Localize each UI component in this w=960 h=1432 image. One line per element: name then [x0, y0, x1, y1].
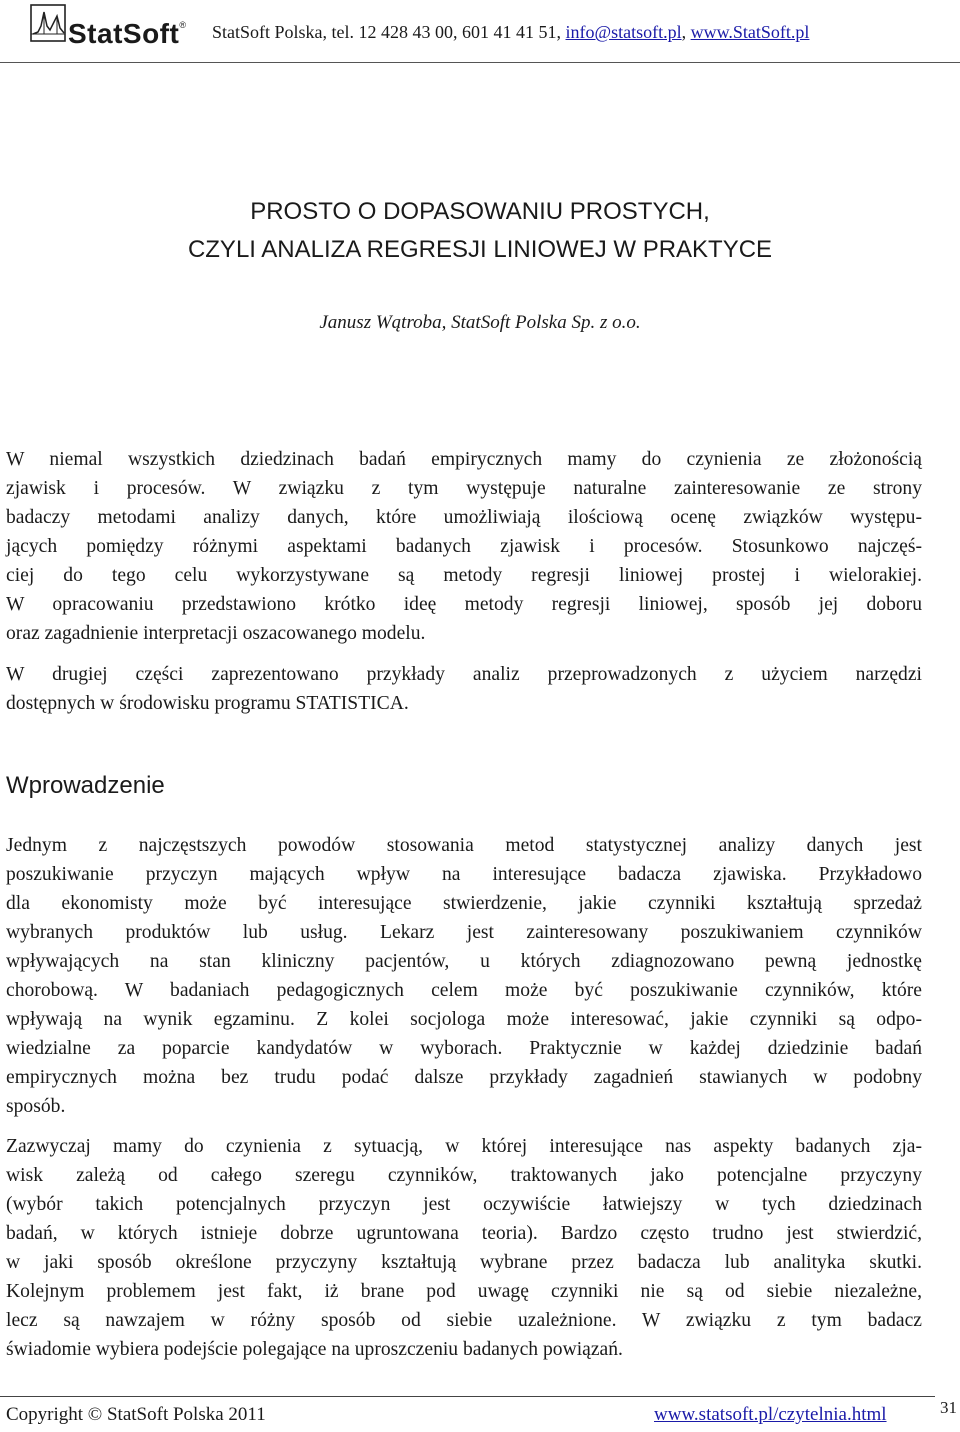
- text-line: dostępnych w środowisku programu STATISTICA.: [6, 693, 409, 714]
- text-line: wisk zależą od całego szeregu czynników, traktowanych jako potencjalne przyczyny: [6, 1165, 922, 1186]
- page-number: 31: [940, 1398, 957, 1417]
- text-line: badaczy metodami analizy danych, które umożliwiają ilościową ocenę związków występu-: [6, 507, 922, 528]
- text-line: dla ekonomisty może być interesujące stwierdzenie, jakie czynniki kształtują sprzedaż: [6, 893, 922, 914]
- email-link[interactable]: info@statsoft.pl: [565, 22, 682, 42]
- text-line: jących pomiędzy różnymi aspektami badanych zjawisk i procesów. Stosunkowo najczęś-: [6, 536, 922, 557]
- text-line: lecz są nawzajem w różny sposób od siebie uzależnione. W związku z tym badacz: [6, 1310, 922, 1331]
- text-line: zjawisk i procesów. W związku z tym występuje naturalne zainteresowanie ze strony: [6, 478, 922, 499]
- registered-mark: ®: [179, 20, 187, 30]
- text-line: W niemal wszystkich dziedzinach badań empirycznych mamy do czynienia ze złożonością: [6, 449, 922, 470]
- text-line: świadomie wybiera podejście polegające na uproszczeniu badanych powiązań.: [6, 1339, 623, 1360]
- page-header: [0, 0, 960, 63]
- copyright-notice: Copyright © StatSoft Polska 2011: [6, 1404, 266, 1425]
- text-line: badań, w których istnieje dobrze ugruntowana teoria). Bardzo często trudno jest stwierdzić,: [6, 1223, 922, 1244]
- text-line: Kolejnym problemem jest fakt, iż brane pod uwagę czynniki nie są od siebie niezależne,: [6, 1281, 922, 1302]
- document-title-line-1: PROSTO O DOPASOWANIU PROSTYCH,: [250, 198, 710, 225]
- document-title-line-2: CZYLI ANALIZA REGRESJI LINIOWEJ W PRAKTYCE: [187, 236, 773, 263]
- abstract-paragraph-2: [6, 660, 922, 718]
- text-line: empirycznych można bez trudu podać dalsze przykłady zagadnień stawianych w podobny: [6, 1067, 922, 1088]
- author-line: Janusz Wątroba, StatSoft Polska Sp. z o.o.: [319, 312, 641, 333]
- text-line: sposób.: [6, 1096, 66, 1117]
- text-line: poszukiwanie przyczyn mających wpływ na interesujące badacza zjawiska. Przykładowo: [6, 864, 922, 885]
- section-paragraph-2: [6, 1132, 922, 1364]
- section-paragraph-1: [6, 831, 922, 1121]
- abstract-paragraph-1: [6, 445, 922, 648]
- logo-text: StatSoft®: [68, 18, 187, 49]
- text-line: wiedzialne za poparcie kandydatów w wyborach. Praktycznie w każdej dziedzinie badań: [6, 1038, 922, 1059]
- chart-logo-icon: [30, 4, 66, 44]
- text-line: W drugiej części zaprezentowano przykłady analiz przeprowadzonych z użyciem narzędzi: [6, 664, 922, 685]
- text-line: W opracowaniu przedstawiono krótko ideę metody regresji liniowej, sposób jej doboru: [6, 594, 922, 615]
- text-line: chorobową. W badaniach pedagogicznych celem może być poszukiwanie czynników, które: [6, 980, 922, 1001]
- section-heading: Wprowadzenie: [6, 772, 165, 799]
- footer-divider: [0, 1396, 935, 1397]
- text-line: wpływających na stan kliniczny pacjentów, u których zdiagnozowano pewną jednostkę: [6, 951, 922, 972]
- text-line: Jednym z najczęstszych powodów stosowania metod statystycznej analizy danych jest: [6, 835, 922, 856]
- text-line: wpływają na wynik egzaminu. Z kolei socjologa może interesować, jakie czynniki są odpo-: [6, 1009, 922, 1030]
- text-line: (wybór takich potencjalnych przyczyn jest oczywiście łatwiejszy w tych dziedzinach: [6, 1194, 922, 1215]
- text-line: ciej do tego celu wykorzystywane są metody regresji liniowej prostej i wielorakiej.: [6, 565, 922, 586]
- text-line: oraz zagadnienie interpretacji oszacowanego modelu.: [6, 623, 426, 644]
- text-line: Zazwyczaj mamy do czynienia z sytuacją, w której interesujące nas aspekty badanych zja-: [6, 1136, 922, 1157]
- footer-website-link[interactable]: www.statsoft.pl/czytelnia.html: [654, 1404, 887, 1425]
- text-line: wybranych produktów lub usług. Lekarz jest zainteresowany poszukiwaniem czynników: [6, 922, 922, 943]
- website-link[interactable]: www.StatSoft.pl: [690, 22, 810, 42]
- company-contact-info: StatSoft Polska, tel. 12 428 43 00, 601 41 41 51, info@statsoft.pl, www.StatSoft.pl: [212, 22, 810, 42]
- statsoft-logo: [30, 4, 195, 56]
- text-line: w jaki sposób określone przyczyny kształtują wybrane przez badacza lub analityka skutki.: [6, 1252, 922, 1273]
